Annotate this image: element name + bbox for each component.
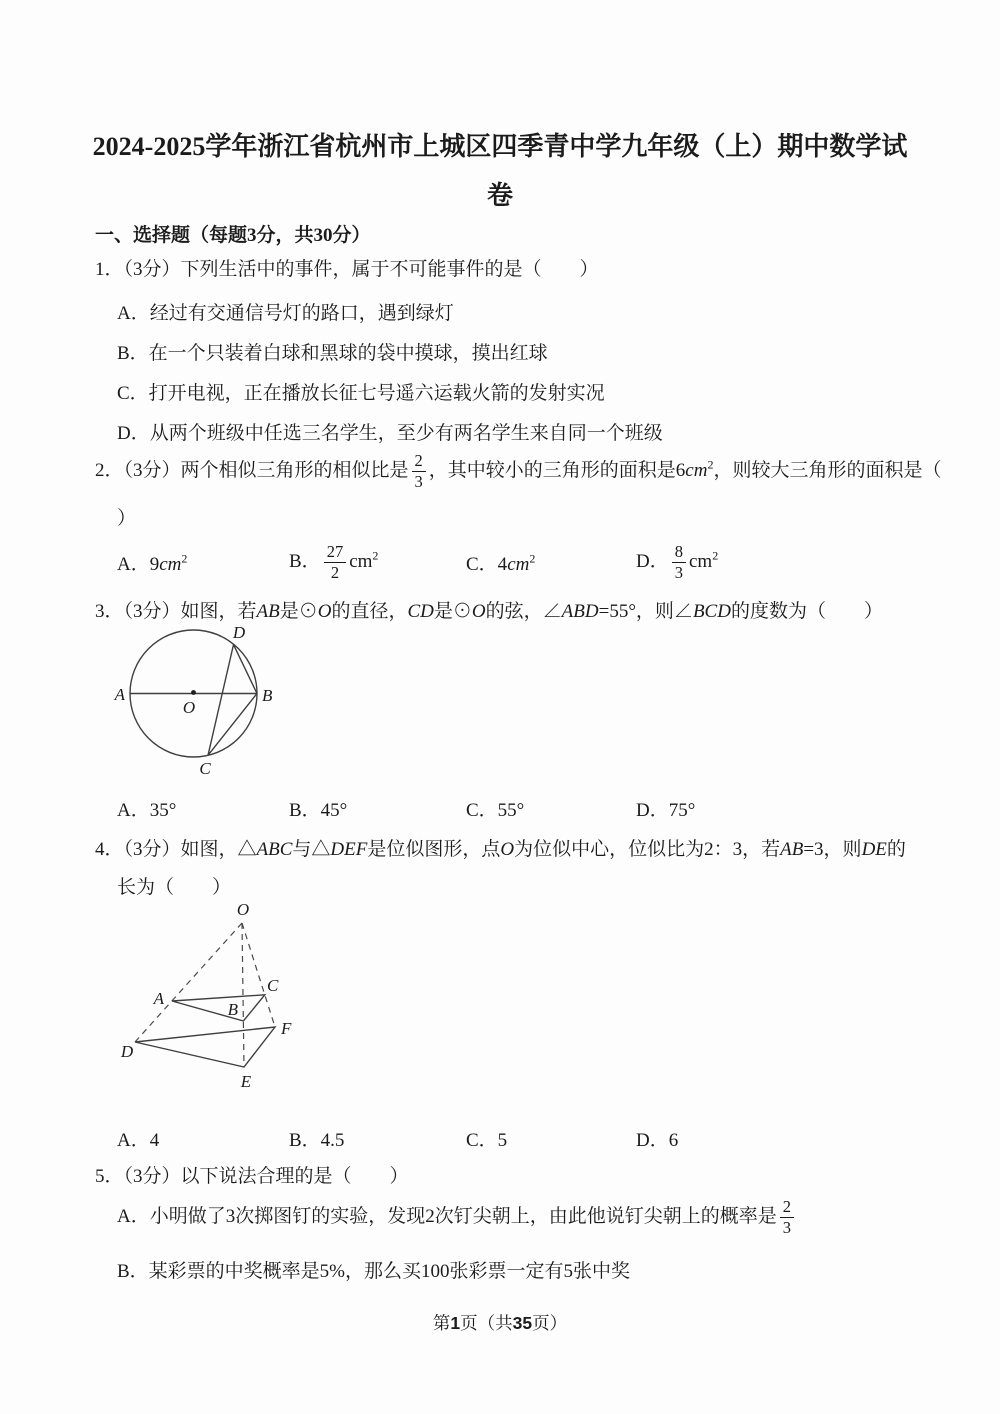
question-3-option-a: A．35° xyxy=(117,800,177,821)
label-O: O xyxy=(182,698,196,717)
question-2-option-b: B． $\frac{27}{2}$ $cm^2$ xyxy=(289,542,379,583)
question-2-option-d: D． $\frac{8}{3}$ $cm^2$ xyxy=(636,542,719,583)
exam-title-line1: 2024-2025学年浙江省杭州市上城区四季青中学九年级（上）期中数学试 xyxy=(92,132,908,161)
similar-triangles-figure xyxy=(113,893,308,1098)
label-B: B xyxy=(262,686,273,705)
label-O: O xyxy=(236,900,250,919)
question-1-option-a: A．经过有交通信号灯的路口，遇到绿灯 xyxy=(117,303,454,324)
exam-title xyxy=(0,122,1000,220)
question-5-stem: 5．（3分）以下说法合理的是（ ） xyxy=(95,1166,409,1187)
circle-figure xyxy=(108,620,293,790)
question-3-option-c: C．55° xyxy=(466,800,525,821)
question-4-stem-line1: 4．（3分）如图，△ABC与△DEF是位似图形，点O为位似中心，位似比为2：3，若AB=3，则DE的 xyxy=(95,839,906,860)
label-C: C xyxy=(199,759,211,778)
question-4-option-b: B．4.5 xyxy=(289,1130,345,1151)
question-4-option-d: D．6 xyxy=(636,1130,679,1151)
page-footer: 第1页（共35页） xyxy=(432,1313,568,1333)
segment-DB xyxy=(234,645,258,694)
label-B: B xyxy=(227,1000,238,1019)
question-1-option-b: B．在一个只装着白球和黑球的袋中摸球，摸出红球 xyxy=(117,343,548,364)
question-2-option-c: C．$4cm^2$ xyxy=(466,551,536,576)
label-F: F xyxy=(281,1019,292,1038)
section-1-heading: 一、选择题（每题3分，共30分） xyxy=(95,225,371,246)
dashed-ray-OF xyxy=(242,923,275,1027)
question-4-option-a: A．4 xyxy=(117,1130,160,1151)
triangle-DEF xyxy=(135,1027,275,1067)
label-E: E xyxy=(240,1072,252,1091)
question-2-stem-line1: 2．（3分）两个相似三角形的相似比是 $\frac{2}{3}$ ，其中较小的三角形的面积是$6cm^2$，则较大三角形的面积是（ xyxy=(95,451,942,492)
question-1-option-d: D．从两个班级中任选三名学生，至少有两名学生来自同一个班级 xyxy=(117,423,663,444)
label-A: A xyxy=(114,685,125,704)
question-4-option-c: C．5 xyxy=(466,1130,508,1151)
question-4-stem-line2: 长为（ ） xyxy=(117,877,232,898)
center-dot xyxy=(191,690,196,695)
question-3-option-b: B．45° xyxy=(289,800,348,821)
question-2-options xyxy=(117,543,917,582)
label-D: D xyxy=(232,623,246,642)
exam-title-line2: 卷 xyxy=(486,181,513,210)
label-C: C xyxy=(267,976,279,995)
question-3-options xyxy=(117,795,917,822)
question-5-option-a: A．小明做了3次掷图钉的实验，发现2次钉尖朝上，由此他说钉尖朝上的概率是 $\frac{2}{3}$ xyxy=(117,1198,797,1237)
question-2-option-a: A．$9cm^2$ xyxy=(117,551,188,576)
question-3-option-d: D．75° xyxy=(636,800,696,821)
dashed-ray-OD xyxy=(135,923,242,1042)
question-5-option-b: B．某彩票的中奖概率是5%，那么买100张彩票一定有5张中奖 xyxy=(117,1261,631,1282)
question-2-stem-line2: ） xyxy=(117,508,137,529)
question-3-stem: 3．（3分）如图，若AB是⊙O的直径，CD是⊙O的弦，∠ABD=55°，则∠BCD的度数为（ ） xyxy=(95,601,883,622)
question-1-option-c: C．打开电视，正在播放长征七号遥六运载火箭的发射实况 xyxy=(117,383,605,404)
question-4-options xyxy=(117,1125,917,1152)
label-A: A xyxy=(153,989,164,1008)
triangle-ABC xyxy=(172,995,265,1021)
question-1-stem: 1．（3分）下列生活中的事件，属于不可能事件的是（ ） xyxy=(95,259,599,280)
label-D: D xyxy=(120,1042,134,1061)
dashed-ray-OE xyxy=(242,923,244,1067)
